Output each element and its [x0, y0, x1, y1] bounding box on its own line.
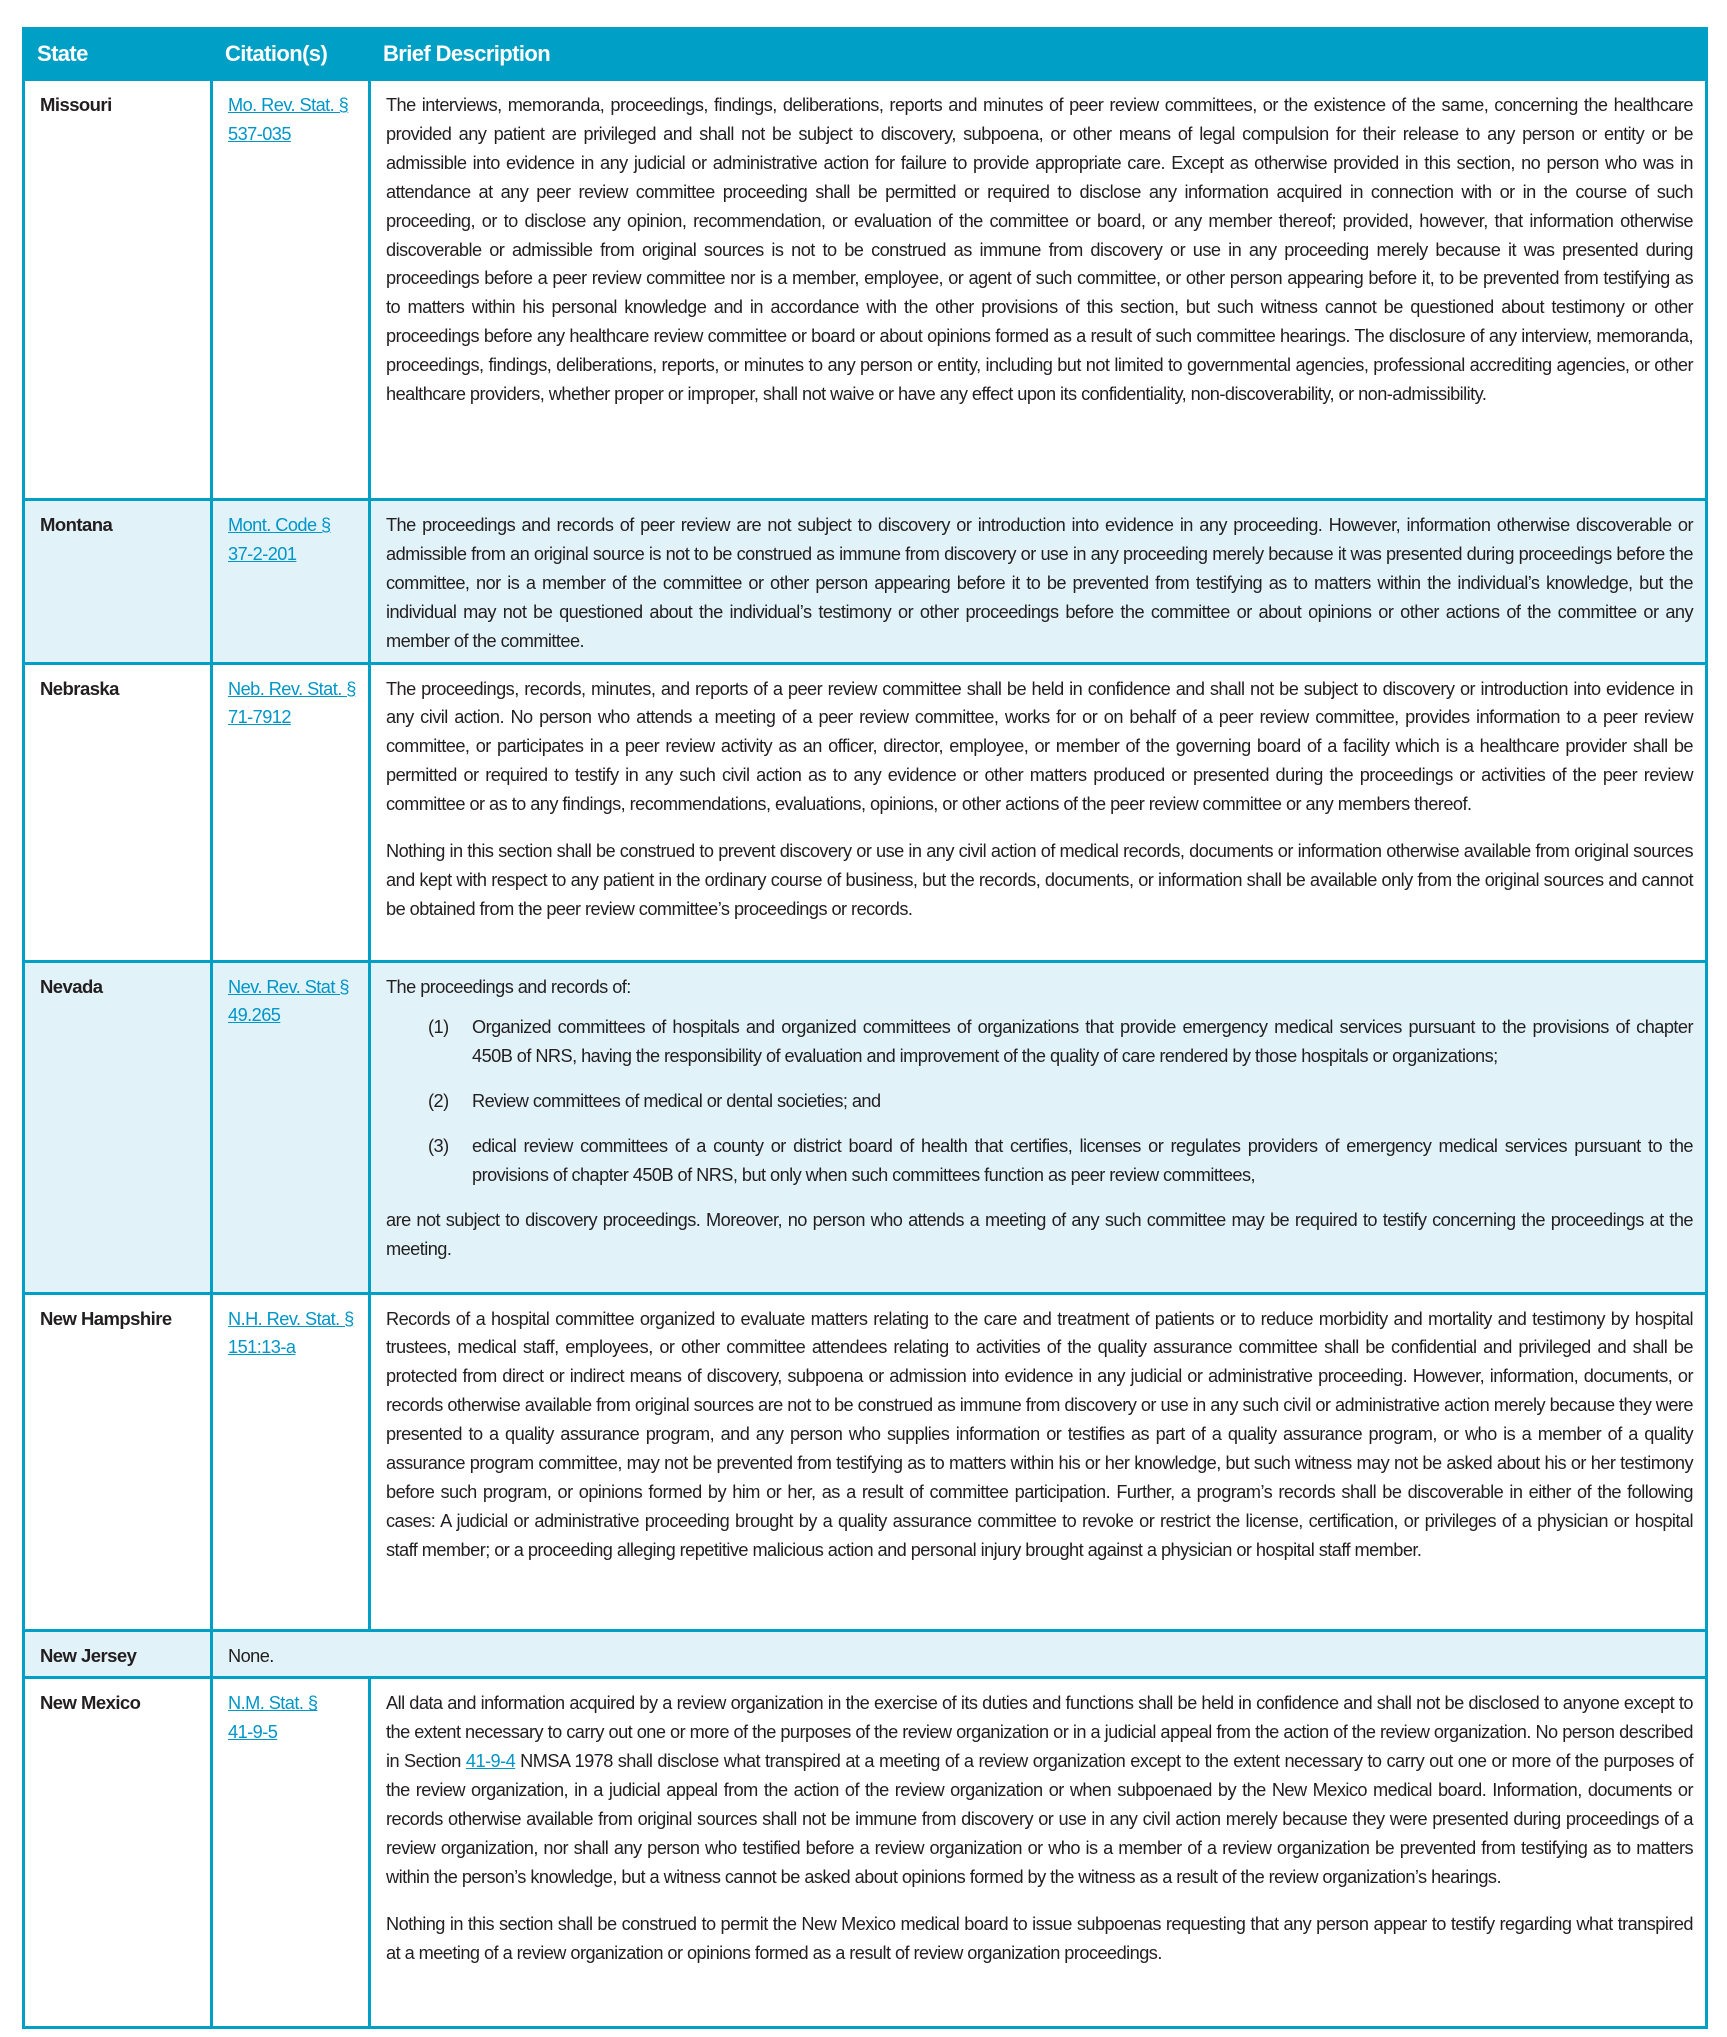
header-citation: Citation(s): [212, 29, 370, 80]
table-row-nevada: [24, 961, 1707, 1293]
description-paragraph: Nothing in this section shall be construed to prevent discovery or use in any civil action of medical records, documents or information otherwise available from original sources and kept with respect to any patient in the ordinary course of business, but the records, documents, or information shall be available only from the original sources and cannot be obtained from the peer review committee’s proceedings or records.: [386, 841, 1693, 919]
description-paragraph: Nothing in this section shall be construed to permit the New Mexico medical board to issue subpoenas requesting that any person appear to testify regarding what transpired at a meeting of a review organization or opinions formed as a result of review organization proceedings.: [386, 1913, 1693, 1963]
citation-cell: [212, 1293, 370, 1630]
description-paragraph: The proceedings and records of peer review are not subject to discovery or introduction into evidence in any proceeding. However, information otherwise discoverable or admissible from an original source is not to be construed as immune from discovery or use in any proceeding merely because it was presented during proceedings before the committee, nor is a member of the committee or other person appearing before it to be prevented from testifying as to matters within the individual’s knowledge, but the individual may not be questioned about the individual’s testimony or other proceedings before the committee or about opinions or other actions of the committee or any member of the committee.: [386, 515, 1693, 651]
description-paragraph: All data and information acquired by a review organization in the exercise of its duties and functions shall be held in confidence and shall not be disclosed to anyone except to the extent necessary to carry out one or more of the purposes of the review organization or in a judicial appeal from the action of the review organization. No person described in Section 41-9-4 NMSA 1978 shall disclose what transpired at a meeting of a review organization except to the extent necessary to carry out one or more of the purposes of the review organization, in a judicial appeal from the action of the review organization or when subpoenaed by the New Mexico medical board. Information, documents or records otherwise available from original sources shall not be immune from discovery or use in any civil action merely because they were presented during proceedings of a review organization, nor shall any person who testified before a review organization or who is a member of a review organization be prevented from testifying as to matters within the person’s knowledge, but a witness cannot be asked about opinions formed by the witness as a result of the review organization’s hearings.: [386, 1693, 1693, 1887]
none-cell: None.: [212, 1630, 1707, 1678]
description-paragraph: The proceedings, records, minutes, and reports of a peer review committee shall be held in confidence and shall not be subject to discovery or introduction into evidence in any civil action. No person who attends a meeting of a peer review committee, works for or on behalf of a peer review committee, provides information to a peer review committee, or participates in a peer review activity as an officer, director, employee, or member of the governing board of a facility which is a healthcare provider shall be permitted or required to testify in any such civil action as to any evidence or other matters produced or presented during the proceedings or activities of the peer review committee or as to any findings, recommendations, evaluations, opinions, or other actions of the peer review committee or any members thereof.: [386, 678, 1693, 815]
citation-link[interactable]: Nev. Rev. Stat § 49.265: [228, 976, 349, 1026]
citation-link[interactable]: N.H. Rev. Stat. § 151:13-a: [228, 1308, 354, 1358]
list-number: (2): [428, 1091, 449, 1112]
description-outro: are not subject to discovery proceedings. Moreover, no person who attends a meeting of any such committee may be required to testify concerning the proceedings at the meeting.: [386, 1209, 1693, 1259]
state-cell: New Hampshire: [24, 1293, 212, 1630]
citation-cell: [212, 80, 370, 500]
description-cell: [370, 500, 1707, 664]
list-item: [386, 1087, 1693, 1116]
header-description: Brief Description: [370, 29, 1707, 80]
state-cell: Nevada: [24, 961, 212, 1293]
table-row-new-hampshire: [24, 1293, 1707, 1630]
citation-link[interactable]: Mont. Code § 37-2-201: [228, 515, 331, 564]
list-text: edical review committees of a county or district board of health that certifies, licenses or regulates providers of emergency medical services pursuant to the provisions of chapter 450B of NRS, but only when such committees function as peer review committees,: [472, 1136, 1693, 1186]
description-cell: [370, 663, 1707, 961]
table-row-nebraska: [24, 663, 1707, 961]
peer-review-statutes-table: [22, 27, 1708, 2029]
citation-link[interactable]: Neb. Rev. Stat. § 71-7912: [228, 678, 356, 728]
state-cell: Missouri: [24, 80, 212, 500]
list-item: [386, 1013, 1693, 1071]
citation-link[interactable]: N.M. Stat. § 41-9-5: [228, 1693, 318, 1743]
list-text: Review committees of medical or dental societies; and: [472, 1091, 881, 1112]
header-state: State: [24, 29, 212, 80]
citation-cell: [212, 961, 370, 1293]
list-number: (1): [428, 1017, 449, 1038]
numbered-list: [386, 1013, 1693, 1190]
description-cell: [370, 961, 1707, 1293]
description-paragraph: The interviews, memoranda, proceedings, findings, deliberations, reports and minutes of peer review committees, or the existence of the same, concerning the healthcare provided any patient are privileged and shall not be subject to discovery, subpoena, or other means of legal compulsion for their release to any person or entity or be admissible into evidence in any judicial or administrative action for failure to provide appropriate care. Except as otherwise provided in this section, no person who was in attendance at any peer review committee proceeding shall be permitted or required to disclose any information acquired in connection with or in the course of such proceeding, or to disclose any opinion, recommendation, or evaluation of the committee or board, or any member thereof; provided, however, that information otherwise discoverable or admissible from original sources is not to be construed as immune from discovery or use in any proceeding merely because it was presented during proceedings before a peer review committee nor is a member, employee, or agent of such committee, or other person appearing before it, to be prevented from testifying as to matters within his personal knowledge and in accordance with the other provisions of this section, but such witness cannot be questioned about testimony or other proceedings before any healthcare review committee or board or about opinions formed as a result of such committee hearings. The disclosure of any interview, memoranda, proceedings, findings, deliberations, reports, or minutes to any person or entity, including but not limited to governmental agencies, professional accrediting agencies, or other healthcare providers, whether proper or improper, shall not waive or have any effect upon its confidentiality, non-discoverability, or non-admissibility.: [386, 95, 1693, 405]
citation-cell: [212, 663, 370, 961]
list-number: (3): [428, 1136, 449, 1157]
citation-cell: [212, 1678, 370, 2028]
table-row-missouri: [24, 80, 1707, 500]
state-cell: New Jersey: [24, 1630, 212, 1678]
citation-link[interactable]: Mo. Rev. Stat. § 537-035: [228, 95, 349, 144]
section-link[interactable]: 41-9-4: [465, 1751, 516, 1772]
description-cell: [370, 80, 1707, 500]
description-paragraph: Records of a hospital committee organized to evaluate matters relating to the care and treatment of patients or to reduce morbidity and mortality and testimony by hospital trustees, medical staff, employees, or other committee attendees relating to activities of the quality assurance committee shall be confidential and privileged and shall be protected from direct or indirect means of discovery, subpoena or admission into evidence in any judicial or administrative proceeding. However, information, documents, or records otherwise available from original sources are not to be construed as immune from discovery or use in any such civil or administrative action merely because they were presented to a quality assurance program, and any person who supplies information or testifies as part of a quality assurance program, or who is a member of a quality assurance program committee, may not be prevented from testifying as to matters within his or her knowledge, but such witness may not be asked about his or her testimony before such program, or opinions formed by him or her, as a result of committee participation. Further, a program’s records shall be discoverable in either of the following cases: A judicial or administrative proceeding brought by a quality assurance committee to revoke or restrict the license, certification, or privileges of a physician or hospital staff member; or a proceeding alleging repetitive malicious action and personal injury brought against a physician or hospital staff member.: [386, 1308, 1693, 1560]
table-row-new-jersey: [24, 1630, 1707, 1678]
list-item: [386, 1132, 1693, 1190]
state-cell: Nebraska: [24, 663, 212, 961]
description-intro: The proceedings and records of:: [386, 976, 631, 997]
state-cell: New Mexico: [24, 1678, 212, 2028]
citation-cell: [212, 500, 370, 664]
table-header-row: [24, 29, 1707, 80]
description-cell: [370, 1293, 1707, 1630]
list-text: Organized committees of hospitals and organized committees of organizations that provide emergency medical services pursuant to the provisions of chapter 450B of NRS, having the responsibility of evaluation and improvement of the quality of care rendered by those hospitals or organizations;: [472, 1017, 1693, 1067]
table-row-montana: [24, 500, 1707, 664]
table-row-new-mexico: [24, 1678, 1707, 2028]
state-cell: Montana: [24, 500, 212, 664]
description-cell: [370, 1678, 1707, 2028]
